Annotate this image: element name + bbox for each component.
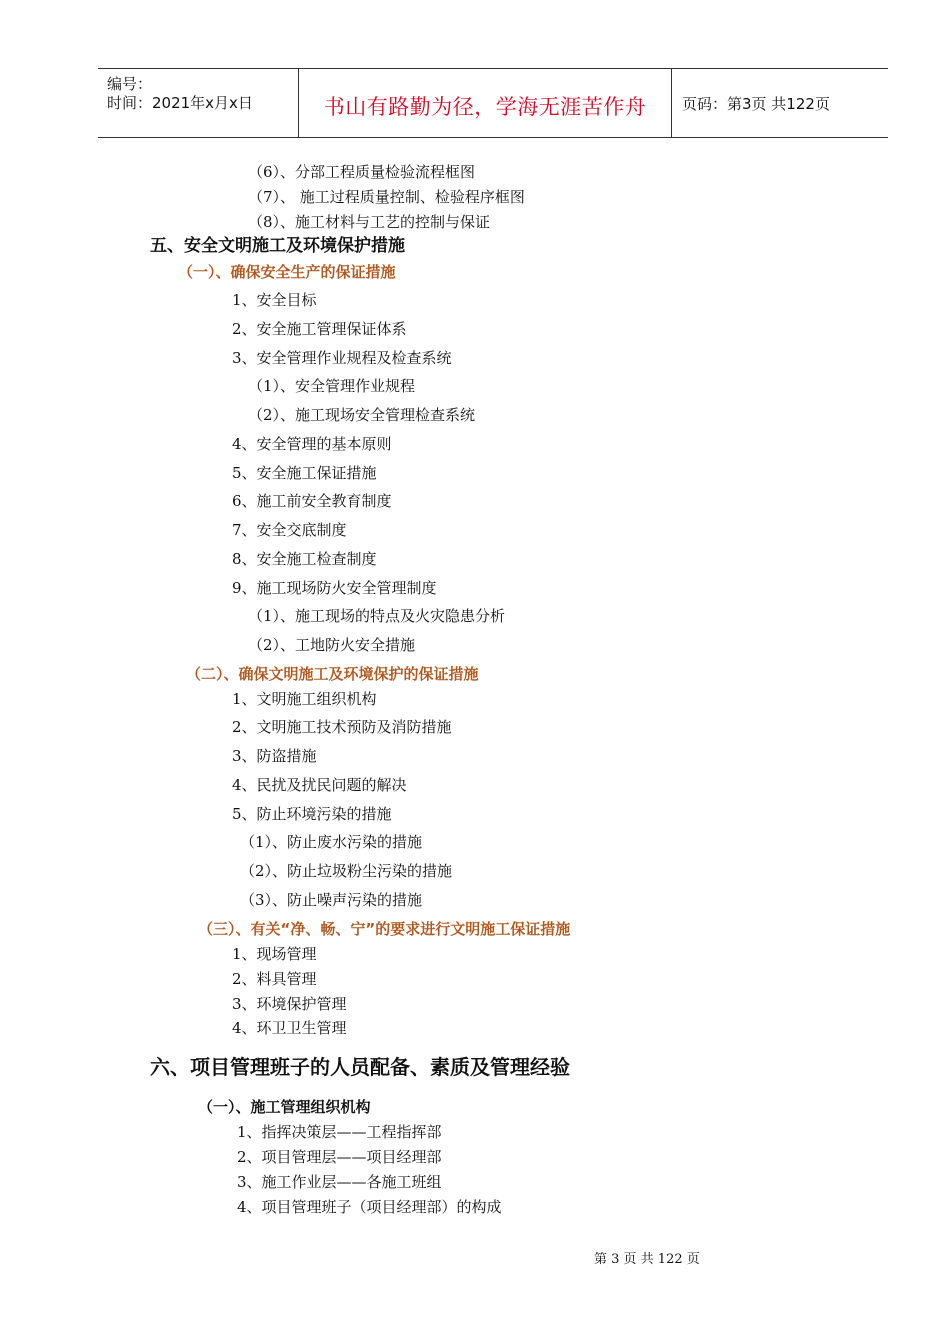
- toc-subitem: （7）、 施工过程质量控制、检验程序框图: [248, 188, 525, 206]
- toc-subitem: （6）、分部工程质量检验流程框图: [248, 163, 476, 181]
- toc-subitem: （1）、安全管理作业规程: [248, 377, 416, 395]
- toc-item: 4、安全管理的基本原则: [232, 435, 392, 453]
- toc-item: 8、安全施工检查制度: [232, 550, 377, 568]
- toc-item: 6、施工前安全教育制度: [232, 492, 392, 510]
- toc-subitem: （2）、工地防火安全措施: [248, 636, 416, 654]
- subsection-heading: （三）、有关“净、畅、宁”的要求进行文明施工保证措施: [198, 920, 571, 938]
- header-page-info: 页码：第3页 共122页: [682, 95, 830, 113]
- toc-subitem: （2）、防止垃圾粉尘污染的措施: [240, 862, 453, 880]
- toc-item: 1、指挥决策层——工程指挥部: [237, 1123, 442, 1141]
- toc-item: 1、安全目标: [232, 291, 317, 309]
- page-header: [98, 68, 888, 138]
- toc-item: 3、安全管理作业规程及检查系统: [232, 349, 452, 367]
- toc-item: 3、环境保护管理: [232, 995, 347, 1013]
- toc-subitem: （2）、施工现场安全管理检查系统: [248, 406, 476, 424]
- toc-item: 9、施工现场防火安全管理制度: [232, 579, 437, 597]
- subsection-heading: （二）、确保文明施工及环境保护的保证措施: [186, 665, 479, 683]
- toc-item: 5、安全施工保证措施: [232, 464, 377, 482]
- toc-item: 3、防盗措施: [232, 747, 317, 765]
- toc-subitem: （1）、施工现场的特点及火灾隐患分析: [248, 607, 506, 625]
- toc-subitem: （1）、防止废水污染的措施: [240, 833, 423, 851]
- toc-item: 7、安全交底制度: [232, 521, 347, 539]
- date-label: 时间：2021年x月x日: [107, 94, 253, 112]
- toc-item: 4、环卫卫生管理: [232, 1019, 347, 1037]
- toc-item: 3、施工作业层——各施工班组: [237, 1173, 442, 1191]
- header-motto: 书山有路勤为径，学海无涯苦作舟: [323, 95, 647, 119]
- header-middle-cell: [299, 69, 672, 137]
- toc-item: 2、料具管理: [232, 970, 317, 988]
- header-left-cell: [98, 69, 299, 137]
- toc-item: 2、文明施工技术预防及消防措施: [232, 718, 452, 736]
- toc-item: 1、现场管理: [232, 945, 317, 963]
- toc-item: 2、项目管理层——项目经理部: [237, 1148, 442, 1166]
- toc-subitem: （3）、防止噪声污染的措施: [240, 891, 423, 909]
- section-heading: 五、安全文明施工及环境保护措施: [150, 236, 405, 256]
- toc-subitem: （8）、施工材料与工艺的控制与保证: [248, 213, 491, 231]
- toc-item: 1、文明施工组织机构: [232, 690, 377, 708]
- section-heading: 六、项目管理班子的人员配备、素质及管理经验: [150, 1055, 570, 1079]
- page-footer: 第 3 页 共 122 页: [594, 1252, 700, 1267]
- header-right-cell: [672, 69, 888, 137]
- serial-label: 编号：: [107, 75, 153, 93]
- subsection-heading: （一）、确保安全生产的保证措施: [178, 263, 396, 281]
- subsection-heading: （一）、施工管理组织机构: [198, 1098, 371, 1116]
- toc-item: 2、安全施工管理保证体系: [232, 320, 407, 338]
- toc-item: 5、防止环境污染的措施: [232, 805, 392, 823]
- toc-item: 4、民扰及扰民问题的解决: [232, 776, 407, 794]
- toc-item: 4、项目管理班子（项目经理部）的构成: [237, 1198, 502, 1216]
